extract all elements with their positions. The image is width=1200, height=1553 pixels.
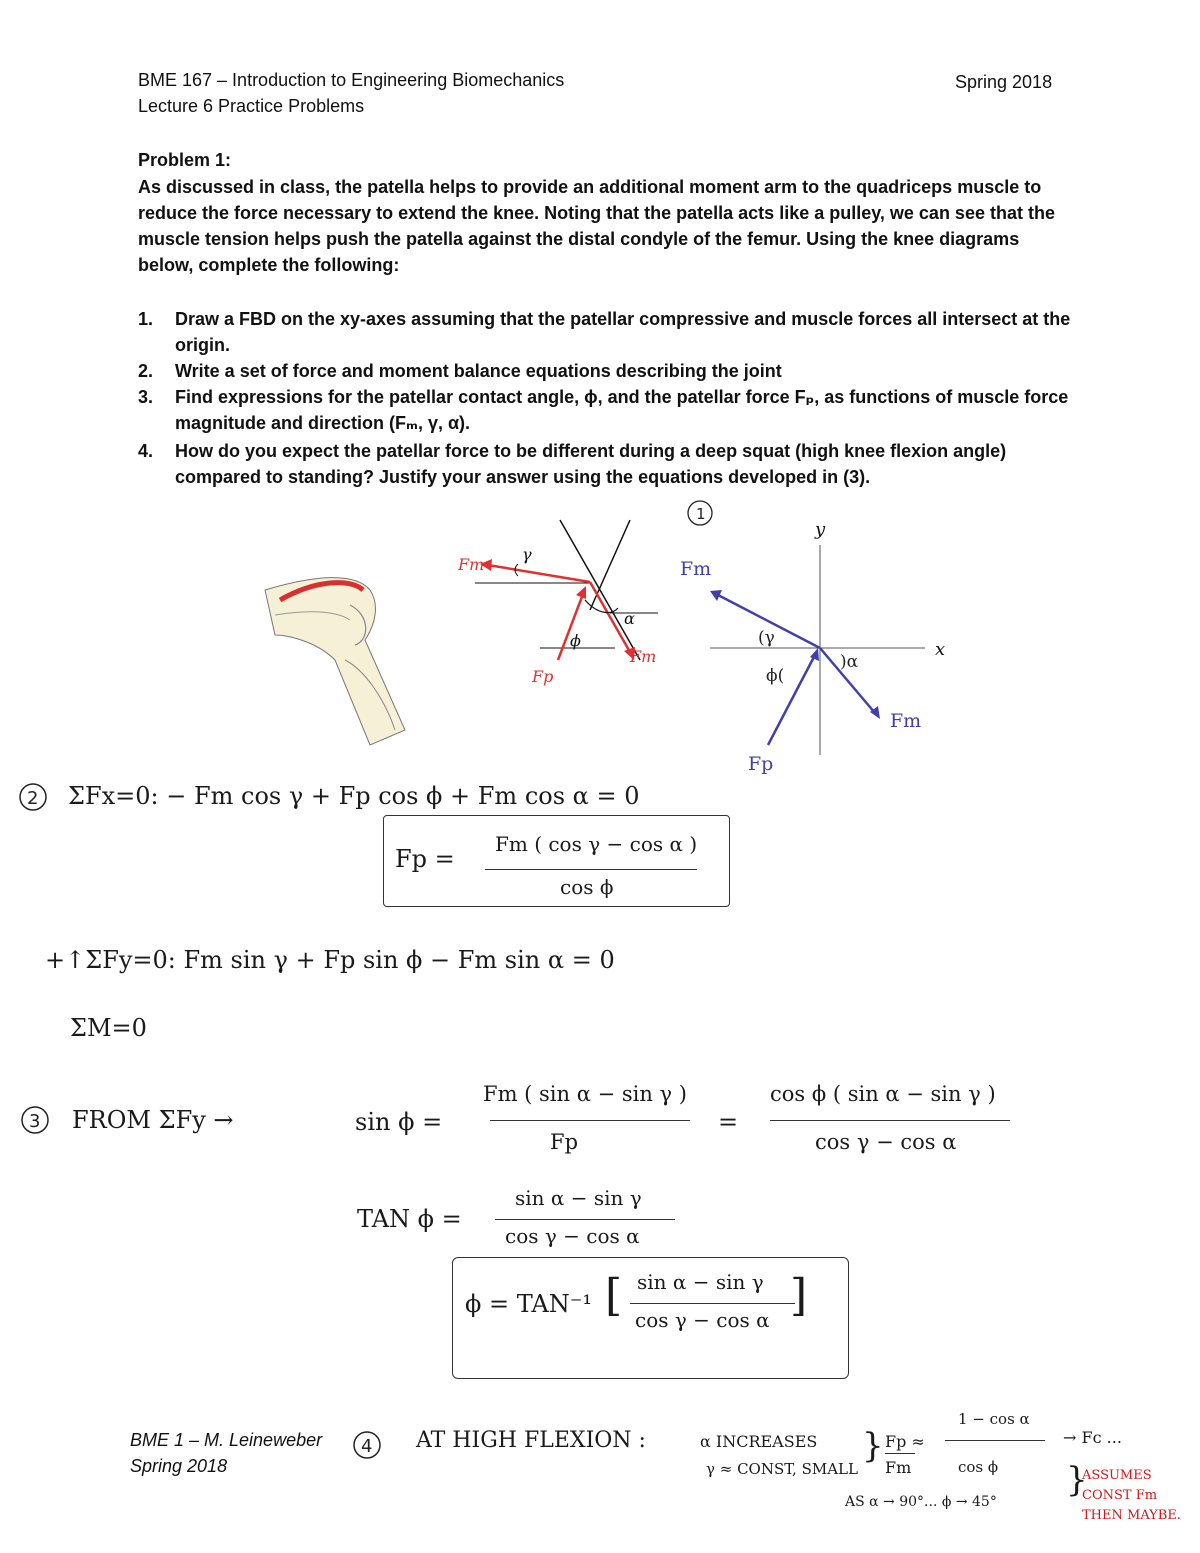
fbd-gamma: (γ (758, 628, 775, 648)
item-number: 1. (138, 309, 154, 329)
q4-ratio-numerator: Fp ≈ (885, 1432, 925, 1451)
alpha-label: α (624, 609, 635, 628)
circle-mark-3 (20, 1105, 50, 1135)
q4-frac-bar (945, 1440, 1045, 1441)
q3-sin-numerator: Fm ( sin α − sin γ ) (483, 1082, 687, 1106)
item-number: 2. (138, 361, 154, 381)
gamma-label: γ (522, 545, 532, 564)
q3-from-text: FROM ΣFy → (72, 1106, 234, 1134)
q3-phi-lhs: ϕ = TAN⁻¹ (465, 1290, 593, 1318)
x-axis-label: x (935, 639, 946, 660)
q4-ratio-bar (885, 1453, 915, 1454)
q3-phi-bracket-right: ] (790, 1270, 808, 1321)
q4-limit-note: AS α → 90°... ϕ → 45° (845, 1494, 997, 1510)
term-label: Spring 2018 (955, 72, 1053, 92)
q3-tan-fraction-bar (495, 1219, 675, 1220)
patella-diagram (440, 510, 680, 710)
problem-intro: As discussed in class, the patella helps to provide an additional moment arm to the quadriceps muscle to reduce the force necessary to extend the knee. Noting that the patella acts like a pulley, we can see that the muscle tension helps push the patella against the distal condyle of the femur. Using the knee diagrams below, complete the following: (138, 177, 1055, 275)
q4-ratio-denominator: Fm (885, 1458, 912, 1477)
q4-frac-denominator: cos ϕ (958, 1458, 999, 1476)
q4-assumption-note: ASSUMES CONST Fm THEN MAYBE. (1082, 1468, 1181, 1523)
q3-sin-denominator: Fp (550, 1130, 579, 1154)
q3-tan-denominator: cos γ − cos α (505, 1224, 640, 1248)
q4-mark: 4 (361, 1436, 373, 1457)
y-axis-label: y (815, 519, 826, 540)
problem-title: Problem 1: (138, 150, 232, 170)
list-item: Draw a FBD on the xy-axes assuming that the patellar compressive and muscle forces all intersect at the origin. (175, 309, 1071, 355)
q3-tan-lhs: TAN ϕ = (357, 1205, 462, 1233)
footer-author: BME 1 – M. Leineweber (130, 1430, 323, 1450)
q2-fp-lhs: Fp = (395, 845, 455, 873)
q3-sin-fraction-bar (490, 1120, 690, 1121)
q2-fy-equation: +↑ΣFy=0: Fm sin γ + Fp sin ϕ − Fm sin α = 0 (45, 946, 615, 974)
fp-label: Fp (532, 667, 554, 686)
q3-tan-numerator: sin α − sin γ (515, 1186, 642, 1210)
q4-frac-numerator: 1 − cos α (958, 1410, 1030, 1428)
list-item: Find expressions for the patellar contact angle, ϕ, and the patellar force Fₚ, as functions of muscle force magnitude and direction (Fₘ, γ, α). (175, 387, 1069, 433)
q3-phi-denominator: cos γ − cos α (635, 1308, 770, 1332)
q3-phi-fraction-bar (630, 1303, 795, 1304)
q3-cos-fraction-bar (770, 1120, 1010, 1121)
circled-one: 1 (696, 505, 706, 523)
fbd-fm-top: Fm (680, 558, 712, 580)
fbd-alpha: )α (840, 652, 859, 672)
q4-gamma-note: γ ≈ CONST, SMALL (706, 1460, 858, 1478)
phi-label: ϕ (570, 631, 581, 650)
q3-cos-numerator: cos ϕ ( sin α − sin γ ) (770, 1082, 996, 1106)
q3-phi-numerator: sin α − sin γ (637, 1270, 764, 1294)
q3-sin-lhs: sin ϕ = (355, 1108, 443, 1136)
lecture-title: Lecture 6 Practice Problems (138, 96, 365, 116)
q3-mark: 3 (29, 1111, 41, 1132)
q2-moment-equation: ΣM=0 (70, 1014, 147, 1042)
q2-fp-denominator: cos ϕ (560, 875, 614, 899)
list-item: Write a set of force and moment balance equations describing the joint (175, 361, 782, 381)
q4-arrow-result: → Fᴄ ... (1063, 1428, 1122, 1447)
q4-alpha-note: α INCREASES (700, 1432, 818, 1451)
q2-mark: 2 (27, 788, 39, 809)
fbd-phi: ϕ( (766, 666, 785, 686)
q2-fp-numerator: Fm ( cos γ − cos α ) (495, 832, 698, 856)
fm-label-left: Fm (458, 555, 485, 574)
footer-term: Spring 2018 (130, 1456, 228, 1476)
item-number: 4. (138, 441, 154, 461)
q3-phi-bracket-left: [ (605, 1270, 623, 1321)
q2-fx-equation: ΣFx=0: − Fm cos γ + Fp cos ϕ + Fm cos α = 0 (68, 782, 640, 810)
q4-brace: } (862, 1426, 884, 1466)
list-item: How do you expect the patellar force to be different during a deep squat (high knee flexion angle) compared to standing? Justify your answer using the equations developed in (3). (175, 441, 1007, 487)
q3-cos-denominator: cos γ − cos α (815, 1130, 957, 1154)
fm-label-right: Fm (630, 647, 657, 666)
course-title: BME 167 – Introduction to Engineering Biomechanics (138, 70, 565, 90)
fbd-fp: Fp (748, 753, 774, 775)
q4-right-brace: } (1066, 1460, 1088, 1500)
circle-mark-2 (18, 782, 48, 812)
circle-mark-4 (352, 1430, 382, 1460)
q2-fp-fraction-bar (485, 869, 697, 870)
fbd-diagram (670, 495, 960, 785)
item-number: 3. (138, 387, 154, 407)
knee-sketch (255, 560, 435, 760)
fbd-fm-right: Fm (890, 710, 922, 732)
q3-equals: = (718, 1108, 739, 1136)
q4-heading: AT HIGH FLEXION : (416, 1428, 646, 1453)
